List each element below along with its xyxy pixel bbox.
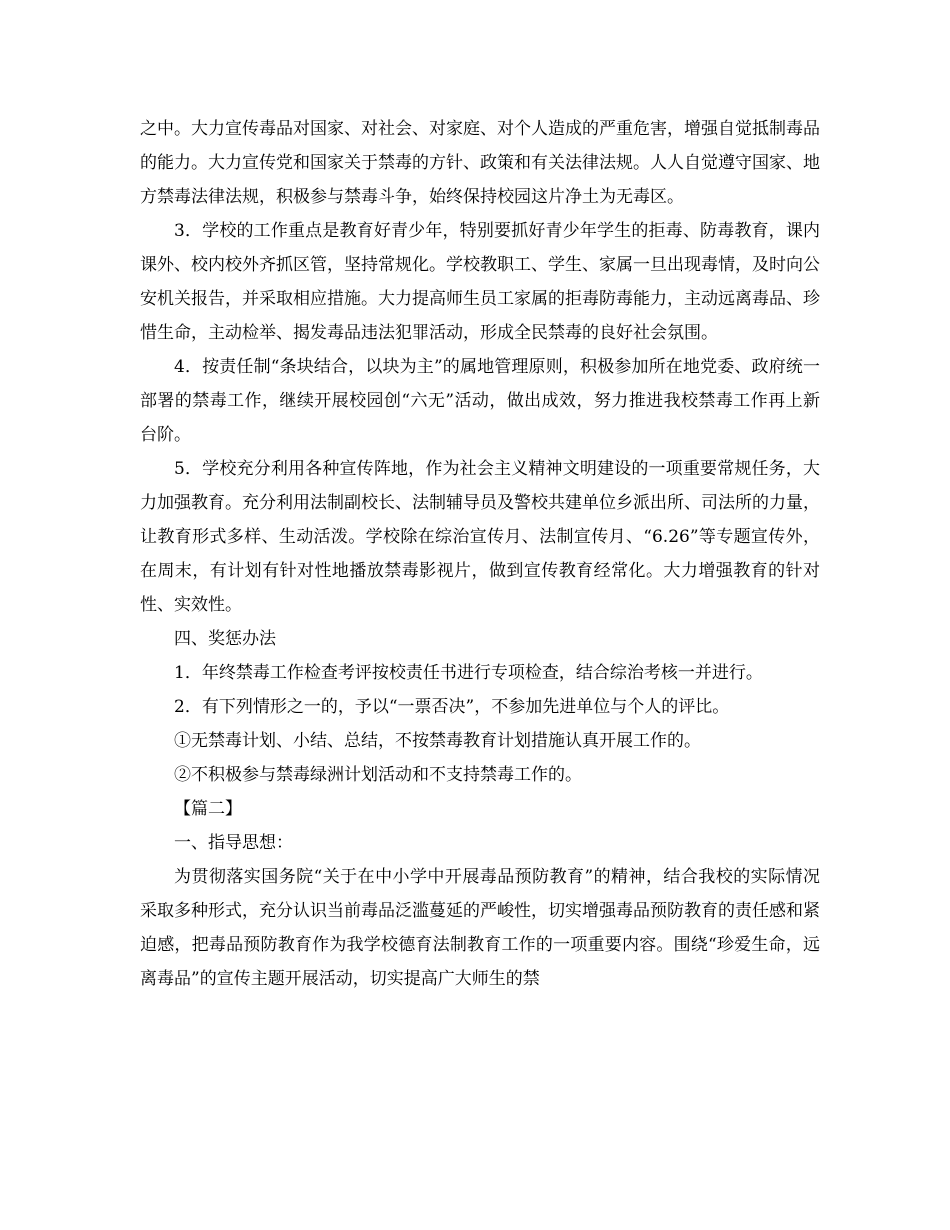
paragraph-guiding-ideology: 为贯彻落实国务院“关于在中小学中开展毒品预防教育”的精神，结合我校的实际情况采取多种形式，充分认识当前毒品泛滥蔓延的严峻性，切实增强毒品预防教育的责任感和紧迫感，把毒品预防教育作为我学校德育法制教育工作的一项重要内容。围绕“珍爱生命，远离毒品”的宣传主题开展活动，切实提高广大师生的禁	[140, 867, 820, 989]
paragraph-veto-2: ②不积极参与禁毒绿洲计划活动和不支持禁毒工作的。	[174, 765, 582, 785]
paragraph-item-3: 3．学校的工作重点是教育好青少年，特别要抓好青少年学生的拒毒、防毒教育，课内课外、校内校外齐抓区管，坚持常规化。学校教职工、学生、家属一旦出现毒情，及时向公安机关报告，并采取相应措施。大力提高师生员工家属的拒毒防毒能力，主动远离毒品、珍惜生命，主动检举、揭发毒品违法犯罪活动，形成全民禁毒的良好社会氛围。	[140, 221, 820, 343]
paragraph-continuation: 之中。大力宣传毒品对国家、对社会、对家庭、对个人造成的严重危害，增强自觉抵制毒品的能力。大力宣传党和国家关于禁毒的方针、政策和有关法律法规。人人自觉遵守国家、地方禁毒法律法规，积极参与禁毒斗争，始终保持校园这片净土为无毒区。	[140, 119, 820, 207]
paragraph-reward-1: 1．年终禁毒工作检查考评按校责任书进行专项检查，结合综治考核一并进行。	[174, 663, 763, 683]
paragraph-item-4: 4．按责任制“条块结合，以块为主”的属地管理原则，积极参加所在地党委、政府统一部署的禁毒工作，继续开展校园创“六无”活动，做出成效，努力推进我校禁毒工作再上新台阶。	[140, 357, 820, 445]
section-heading-guiding-ideology: 一、指导思想：	[174, 833, 293, 853]
section-heading-rewards: 四、奖惩办法	[174, 629, 276, 649]
document-body	[140, 112, 820, 996]
paragraph-item-5: 5．学校充分利用各种宣传阵地，作为社会主义精神文明建设的一项重要常规任务，大力加强教育。充分利用法制副校长、法制辅导员及警校共建单位乡派出所、司法所的力量，让教育形式多样、生动活泼。学校除在综治宣传月、法制宣传月、“6.26”等专题宣传外，在周末，有计划有针对性地播放禁毒影视片，做到宣传教育经常化。大力增强教育的针对性、实效性。	[140, 459, 820, 615]
section-heading-part-two: 【篇二】	[174, 799, 242, 819]
paragraph-reward-2: 2．有下列情形之一的，予以“一票否决”，不参加先进单位与个人的评比。	[174, 697, 730, 717]
paragraph-veto-1: ①无禁毒计划、小结、总结，不按禁毒教育计划措施认真开展工作的。	[174, 731, 701, 751]
